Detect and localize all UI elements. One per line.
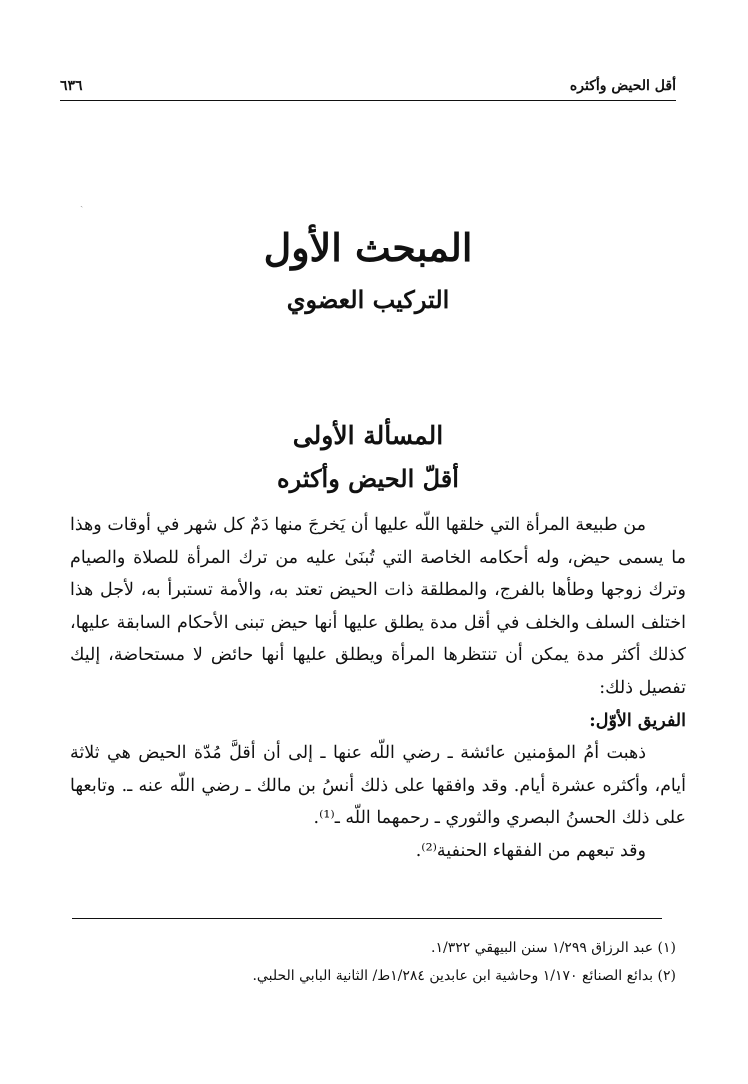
closing-line: وقد تبعهم من الفقهاء الحنفية⁽²⁾.: [415, 840, 646, 861]
body-text: [70, 509, 686, 868]
group-paragraph: ذهبت أمُ المؤمنين عائشة ـ رضي اللّه عنها ـ إلى أن أقلَّ مُدّة الحيض هي ثلاثة أيام، وأكثره عشرة أيام. وقد وافقها على ذلك أنسُ بن مالك ـ رضي اللّه عنه ـ. وتابعها على ذلك الحسنُ البصري والثوري ـ رحمهما اللّه ـ⁽¹⁾.: [70, 743, 686, 829]
footnote-2: (٢) بدائع الصنائع ١/١٧٠ وحاشية ابن عابدين ١/٢٨٤ط/ الثانية البابي الحلبي.: [252, 968, 676, 984]
running-head: [60, 74, 676, 98]
scan-speck: ˎ: [80, 197, 84, 208]
running-head-title: أقل الحيض وأكثره: [569, 78, 676, 94]
group-heading: الفريق الأوّل:: [589, 710, 686, 731]
footnotes: [60, 934, 676, 990]
intro-paragraph: من طبيعة المرأة التي خلقها اللّه عليها أن يَخرجَ منها دَمٌ كل شهر في أوقات وهذا ما يسمى حيض، وله أحكامه الخاصة التي تُبنَىٰ عليه من ترك المرأة للصلاة والصيام وترك زوجها وطأها بالفرج، والمطلقة ذات الحيض تعتد به، والأمة تستبرأ به، لأجل هذا اختلف السلف والخلف في أقل مدة يطلق عليها أنها حيض تبنى الأحكام السابقة عليها، كذلك أكثر مدة يمكن أن تنتظرها المرأة ويطلق عليها أنها حائض لا مستحاضة، إليك تفصيل ذلك:: [70, 515, 686, 698]
page-number: ٦٣٦: [60, 78, 83, 94]
footnote-rule: [72, 918, 662, 919]
footnote-1: (١) عبد الرزاق ١/٢٩٩ سنن البيهقي ١/٣٢٢.: [431, 940, 676, 956]
section-title: المسألة الأولى: [292, 421, 444, 450]
chapter-title: المبحث الأول: [263, 225, 473, 270]
chapter-subtitle: التركيب العضوي: [286, 285, 450, 314]
header-rule: [60, 100, 676, 101]
section-subtitle: أقلّ الحيض وأكثره: [277, 464, 459, 493]
